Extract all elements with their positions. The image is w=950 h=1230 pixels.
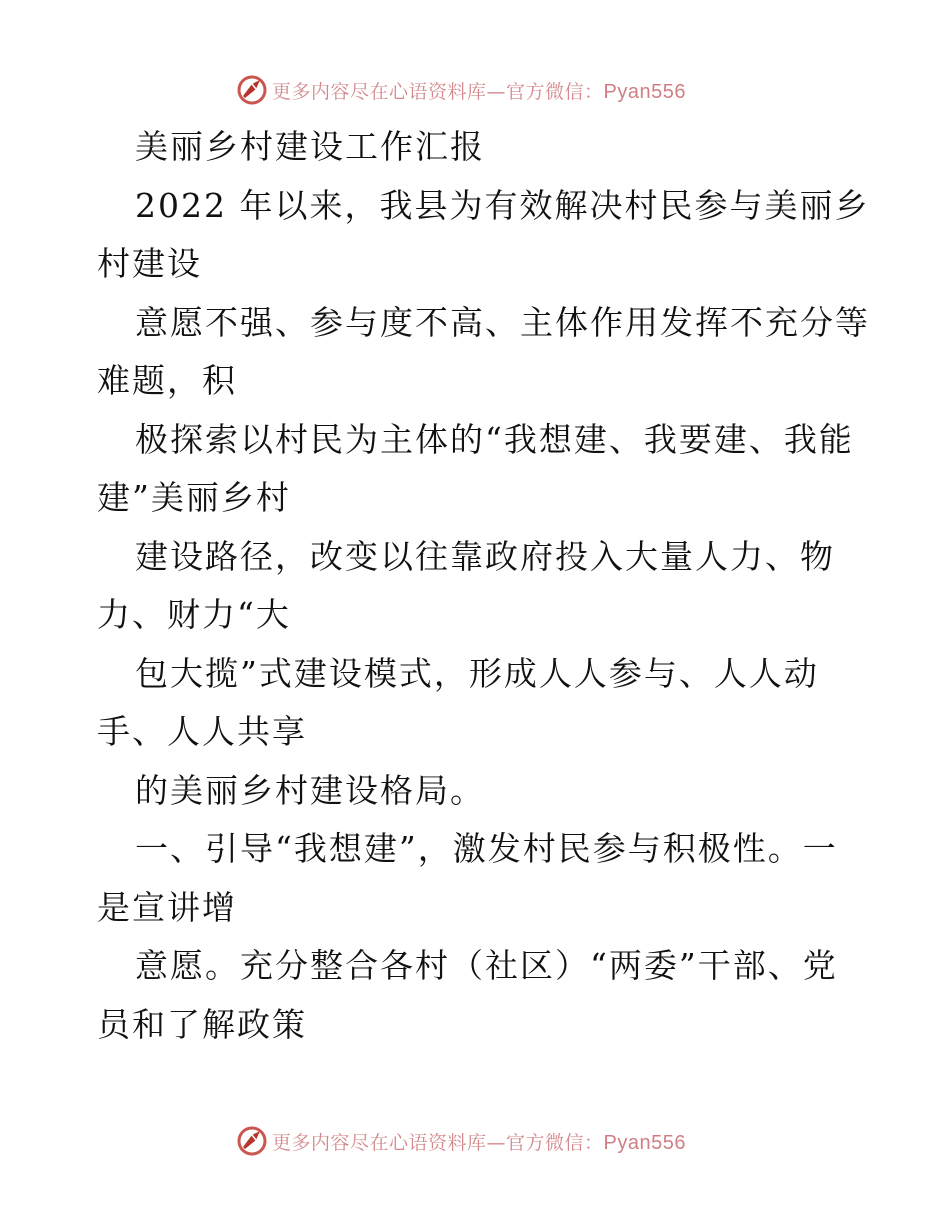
document-body	[97, 118, 870, 1054]
paragraph-line: 手、人人共享	[97, 712, 307, 751]
paragraph-line: 2022 年以来，我县为有效解决村民参与美丽乡	[135, 185, 870, 225]
paragraph-line: 力、财力“大	[97, 595, 291, 634]
paragraph-line: 建”美丽乡村	[97, 478, 291, 517]
paragraph-line: 极探索以村民为主体的“我想建、我要建、我能	[135, 419, 854, 459]
paragraph-line: 的美丽乡村建设格局。	[135, 770, 485, 810]
paragraph-line: 是宣讲增	[97, 887, 237, 927]
paragraph-line: 员和了解政策	[97, 1004, 307, 1044]
paragraph-line: 意愿。充分整合各村（社区）“两委”干部、党	[135, 946, 838, 985]
paragraph-line: 难题，积	[97, 361, 237, 400]
watermark-text: 更多内容尽在心语资料库—官方微信：Pyan556	[272, 1131, 686, 1154]
footer-watermark	[236, 1124, 686, 1158]
header-watermark	[236, 73, 686, 107]
paragraph-line: 建设路径，改变以往靠政府投入大量人力、物	[135, 536, 835, 576]
pen-nib-circle-icon	[236, 74, 268, 106]
pen-nib-circle-icon	[236, 1125, 268, 1157]
paragraph-line: 包大揽”式建设模式，形成人人参与、人人动	[135, 653, 819, 693]
paragraph-line: 村建设	[97, 244, 202, 283]
watermark-text: 更多内容尽在心语资料库—官方微信：Pyan556	[272, 80, 686, 103]
section-heading-line: 一、引导“我想建”，激发村民参与积极性。一	[135, 829, 838, 868]
document-title: 美丽乡村建设工作汇报	[135, 127, 485, 166]
paragraph-line: 意愿不强、参与度不高、主体作用发挥不充分等	[135, 302, 870, 342]
